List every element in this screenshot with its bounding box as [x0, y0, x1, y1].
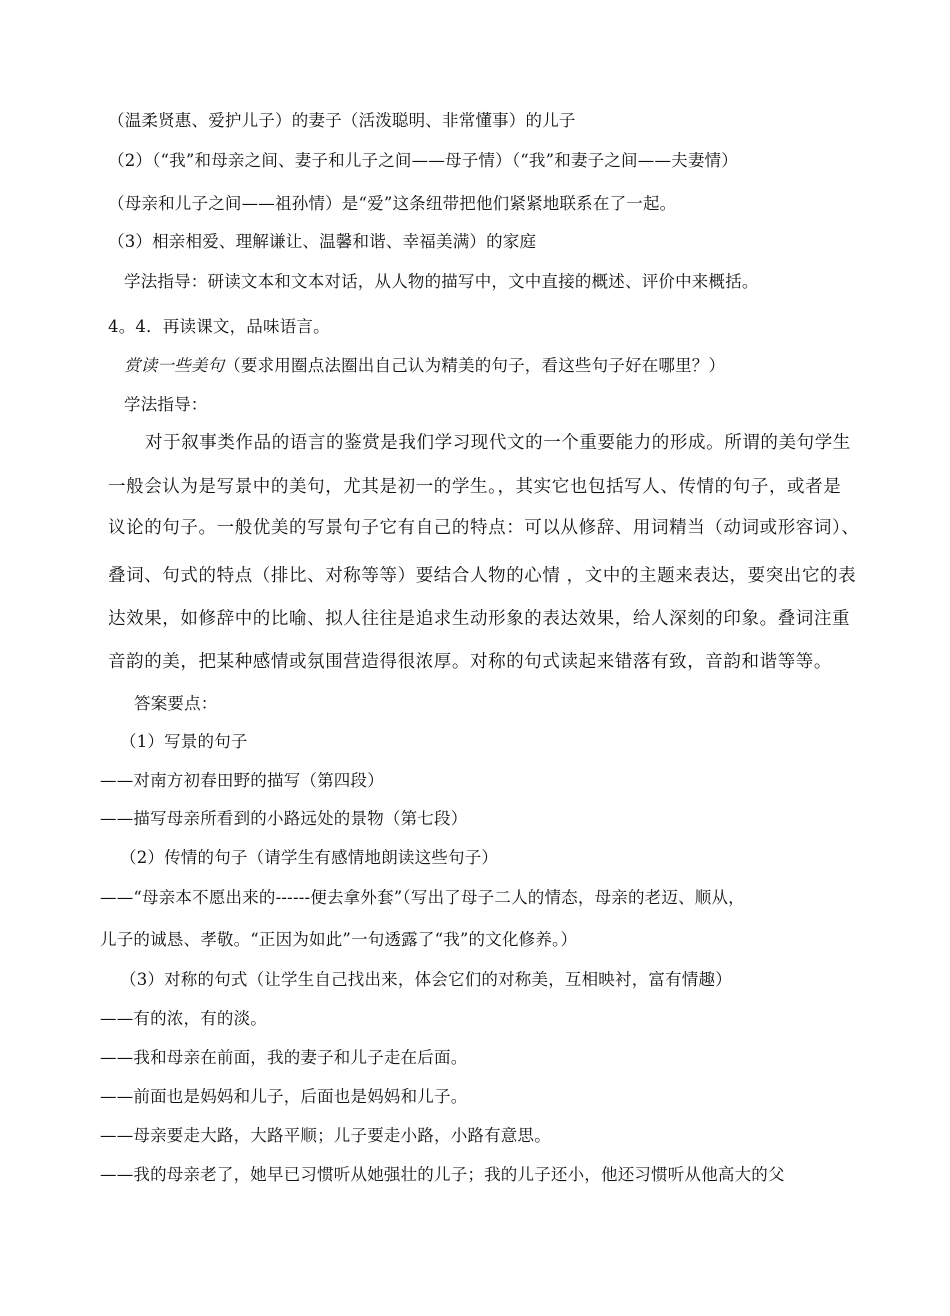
text-line-19: （2）传情的句子（请学生有感情地朗读这些句子） — [120, 848, 499, 867]
text-line-16: （1）写景的句子 — [120, 732, 248, 751]
text-line-7-rest: （要求用圈点法圈出自己认为精美的句子，看这些句子好在哪里？） — [224, 356, 726, 375]
text-line-7 — [124, 355, 725, 377]
text-line-26: ——母亲要走大路，大路平顺；儿子要走小路，小路有意思。 — [100, 1126, 551, 1145]
text-line-15: 答案要点： — [134, 694, 218, 713]
text-line-24: ——我和母亲在前面，我的妻子和儿子走在后面。 — [100, 1048, 468, 1067]
text-line-12: 叠词、句式的特点（排比、对称等等）要结合人物的心情 ，文中的主题来表达，要突出它的表 — [108, 566, 857, 586]
text-line-5: 学法指导：研读文本和文本对话，从人物的描写中，文中直接的概述、评价中来概括。 — [124, 272, 759, 291]
text-line-6: 4。4．再读课文，品味语言。 — [108, 317, 330, 336]
text-line-4: （3）相亲相爱、理解谦让、温馨和谐、幸福美满）的家庭 — [108, 232, 537, 251]
text-line-11: 议论的句子。一般优美的写景句子它有自己的特点：可以从修辞、用词精当（动词或形容词）、 — [108, 518, 860, 538]
text-line-13: 达效果，如修辞中的比喻、拟人往往是追求生动形象的表达效果，给人深刻的印象。叠词注重 — [108, 609, 851, 629]
text-line-9: 对于叙事类作品的语言的鉴赏是我们学习现代文的一个重要能力的形成。所谓的美句学生 — [145, 433, 851, 453]
text-line-14: 音韵的美，把某种感情或氛围营造得很浓厚。对称的句式读起来错落有致，音韵和谐等等。 — [108, 652, 832, 672]
text-line-1: （温柔贤惠、爱护儿子）的妻子（活泼聪明、非常懂事）的儿子 — [108, 111, 576, 130]
text-line-2: （2）（“我”和母亲之间、妻子和儿子之间——母子情）（“我”和妻子之间——夫妻情） — [108, 151, 738, 170]
text-line-17: ——对南方初春田野的描写（第四段） — [100, 771, 384, 790]
text-line-10: 一般会认为是写景中的美句，尤其是初一的学生。，其实它也包括写人、传情的句子，或者是 — [108, 477, 842, 497]
italic-heading: 赏读一些美句 — [124, 356, 225, 375]
text-line-22: （3）对称的句式（让学生自己找出来，体会它们的对称美，互相映衬，富有情趣） — [120, 970, 732, 989]
text-line-21: 儿子的诚恳、孝敬。“正因为如此”一句透露了“我”的文化修养。） — [100, 930, 578, 949]
text-line-8: 学法指导： — [124, 395, 208, 414]
text-line-18: ——描写母亲所看到的小路远处的景物（第七段） — [100, 809, 468, 828]
text-line-23: ——有的浓，有的淡。 — [100, 1009, 267, 1028]
text-line-3: （母亲和儿子之间——祖孙情）是“爱”这条纽带把他们紧紧地联系在了一起。 — [108, 194, 677, 213]
text-line-20: ——“母亲本不愿出来的------便去拿外套”（写出了母子二人的情态，母亲的老迈、顺从， — [100, 888, 745, 907]
text-line-25: ——前面也是妈妈和儿子，后面也是妈妈和儿子。 — [100, 1087, 468, 1106]
text-line-27: ——我的母亲老了，她早已习惯听从她强壮的儿子；我的儿子还小，他还习惯听从他高大的父 — [100, 1165, 785, 1184]
